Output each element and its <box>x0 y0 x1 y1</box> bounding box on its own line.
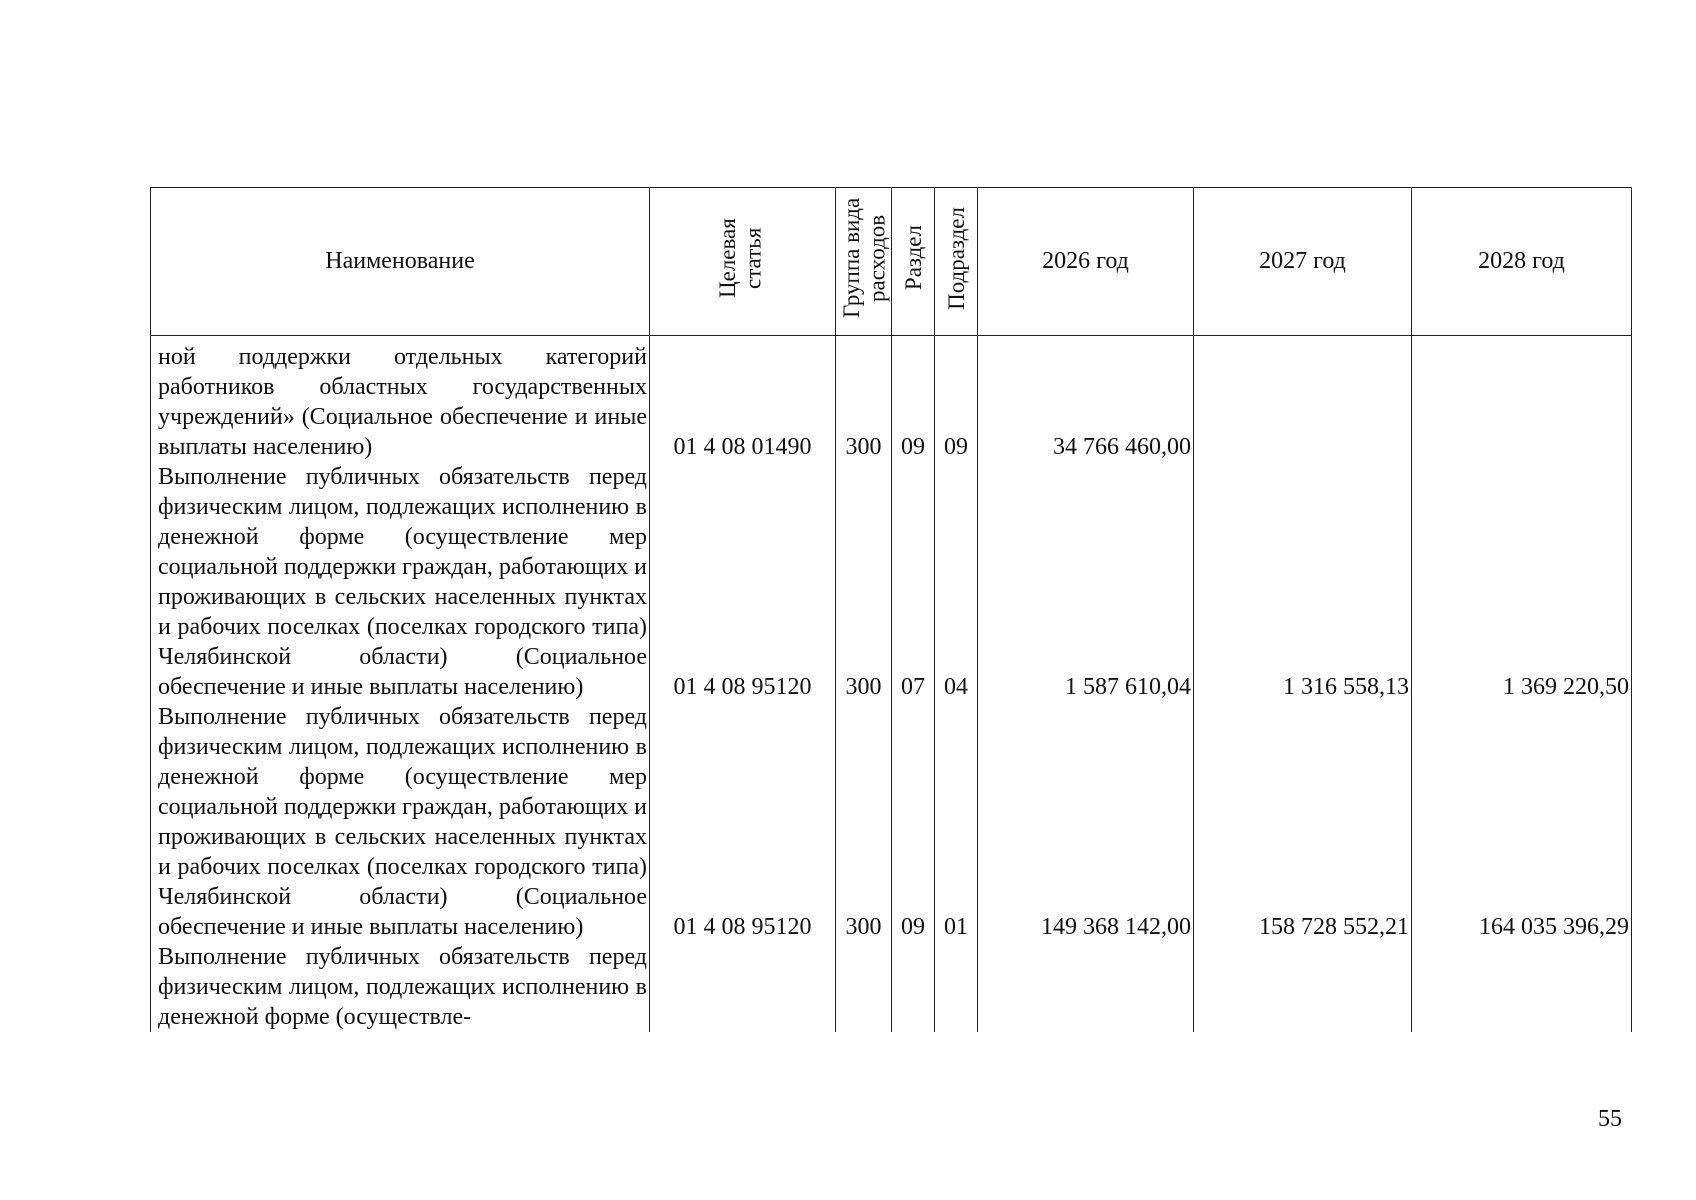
row-section: 07 <box>892 462 935 702</box>
row-target-article: 01 4 08 01490 <box>650 336 836 463</box>
row-value-2026: 1 587 610,04 <box>978 462 1194 702</box>
header-section-label: Раздел <box>900 225 926 291</box>
row-value-2027: 158 728 552,21 <box>1194 702 1412 942</box>
header-name-label: Наименование <box>325 248 475 274</box>
page-number: 55 <box>1598 1106 1622 1132</box>
header-expense-group <box>836 188 892 336</box>
header-subsection-label: Подраздел <box>943 206 969 310</box>
row-expense-group <box>836 942 892 1032</box>
header-group-label: Группа вида расходов <box>838 197 889 319</box>
row-section: 09 <box>892 336 935 463</box>
row-expense-group: 300 <box>836 462 892 702</box>
header-year-2026 <box>978 188 1194 336</box>
row-value-2027: 1 316 558,13 <box>1194 462 1412 702</box>
row-target-article: 01 4 08 95120 <box>650 462 836 702</box>
row-name: Выполнение публичных обязательств перед физическим лицом, подлежащих исполнению в денежной форме (осуществле- <box>151 942 650 1032</box>
row-subsection <box>935 942 978 1032</box>
table-header-row <box>151 188 1632 336</box>
row-name: ной поддержки отдельных категорий работников областных государственных учреждений» (Социальное обеспечение и иные выплаты населению) <box>151 336 650 463</box>
row-value-2028: 1 369 220,50 <box>1412 462 1632 702</box>
row-value-2027 <box>1194 336 1412 463</box>
row-subsection: 09 <box>935 336 978 463</box>
header-2027-label: 2027 год <box>1259 248 1346 274</box>
header-target-article <box>650 188 836 336</box>
header-section <box>892 188 935 336</box>
table-row <box>151 336 1632 463</box>
row-expense-group: 300 <box>836 336 892 463</box>
budget-table <box>150 187 1632 1032</box>
row-target-article <box>650 942 836 1032</box>
row-subsection: 04 <box>935 462 978 702</box>
header-target-label: Целевая статья <box>714 218 765 298</box>
row-value-2026: 34 766 460,00 <box>978 336 1194 463</box>
row-expense-group: 300 <box>836 702 892 942</box>
table-row <box>151 942 1632 1032</box>
budget-table-container <box>150 187 1632 1032</box>
table-row <box>151 702 1632 942</box>
row-value-2028 <box>1412 336 1632 463</box>
table-row <box>151 462 1632 702</box>
header-2026-label: 2026 год <box>1042 248 1129 274</box>
header-name <box>151 188 650 336</box>
row-target-article: 01 4 08 95120 <box>650 702 836 942</box>
header-subsection <box>935 188 978 336</box>
header-year-2028 <box>1412 188 1632 336</box>
row-value-2028 <box>1412 942 1632 1032</box>
row-name: Выполнение публичных обязательств перед физическим лицом, подлежащих исполнению в денежной форме (осуществление мер социальной поддержки граждан, работающих и проживающих в сельских населенных пунктах и рабочих поселках (поселках городского типа) Челябинской области) (Социальное обеспечение и иные выплаты населению) <box>151 462 650 702</box>
row-name: Выполнение публичных обязательств перед физическим лицом, подлежащих исполнению в денежной форме (осуществление мер социальной поддержки граждан, работающих и проживающих в сельских населенных пунктах и рабочих поселках (поселках городского типа) Челябинской области) (Социальное обеспечение и иные выплаты населению) <box>151 702 650 942</box>
row-subsection: 01 <box>935 702 978 942</box>
row-section: 09 <box>892 702 935 942</box>
row-value-2028: 164 035 396,29 <box>1412 702 1632 942</box>
header-2028-label: 2028 год <box>1478 248 1565 274</box>
header-year-2027 <box>1194 188 1412 336</box>
row-section <box>892 942 935 1032</box>
row-value-2026 <box>978 942 1194 1032</box>
row-value-2027 <box>1194 942 1412 1032</box>
row-value-2026: 149 368 142,00 <box>978 702 1194 942</box>
